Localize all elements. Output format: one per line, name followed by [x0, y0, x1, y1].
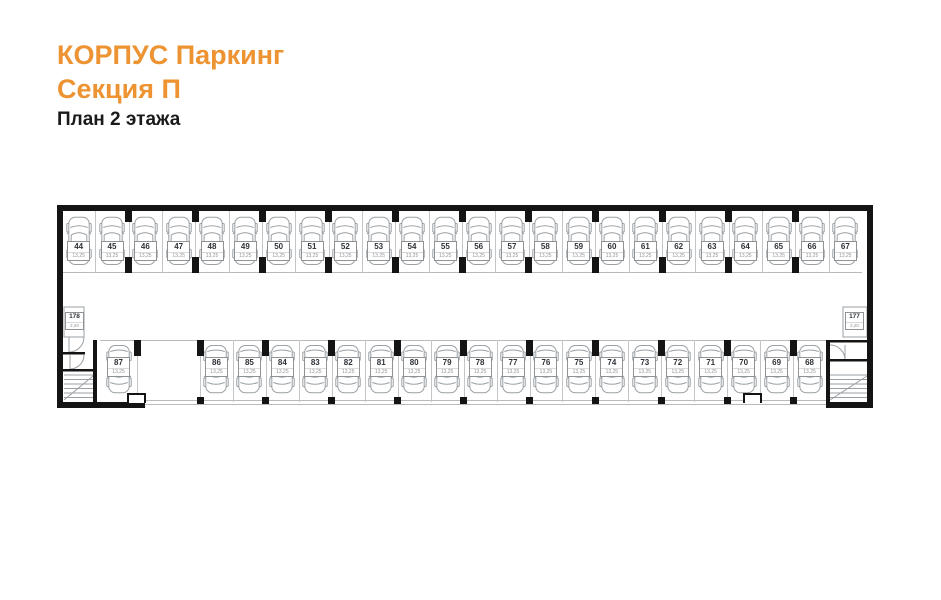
- bay-divider: [365, 340, 366, 402]
- space-label: [734, 241, 757, 261]
- pillar: [724, 340, 731, 356]
- space-number: 70: [739, 358, 749, 367]
- bay-divider: [95, 211, 96, 273]
- space-area: 13,25: [135, 252, 156, 260]
- space-label: [567, 241, 590, 261]
- space-number: 62: [674, 242, 684, 251]
- space-label: [167, 241, 190, 261]
- title-block: [57, 38, 284, 132]
- space-number: 44: [74, 242, 84, 251]
- space-number: 73: [640, 358, 650, 367]
- floor-plan: [57, 205, 873, 408]
- space-label: [401, 241, 424, 261]
- space-area: 13,25: [635, 252, 656, 260]
- space-label: [434, 241, 457, 261]
- facade-pillar: [394, 397, 401, 404]
- space-number: 61: [640, 242, 650, 251]
- space-area: 13,25: [601, 368, 622, 376]
- space-area: 13,25: [202, 252, 223, 260]
- bay-divider: [299, 340, 300, 402]
- pillar: [125, 257, 132, 273]
- space-area: 13,25: [799, 368, 820, 376]
- pillar: [392, 211, 399, 222]
- space-number: 46: [140, 242, 150, 251]
- pillar: [325, 257, 332, 273]
- space-area: 13,25: [470, 368, 491, 376]
- pillar: [459, 257, 466, 273]
- space-number: 48: [207, 242, 217, 251]
- space-area: 13,25: [535, 252, 556, 260]
- space-area: 13,25: [766, 368, 787, 376]
- pillar: [460, 340, 467, 356]
- pillar: [659, 211, 666, 222]
- storage-unit-label: [845, 312, 864, 330]
- space-number: 53: [374, 242, 384, 251]
- pillar: [592, 211, 599, 222]
- space-area: 13,25: [302, 252, 323, 260]
- space-number: 86: [212, 358, 221, 367]
- space-number: 76: [541, 358, 551, 367]
- pillar: [792, 211, 799, 222]
- floor-title: План 2 этажа: [57, 109, 181, 130]
- space-label: [403, 357, 426, 377]
- pillar: [525, 211, 532, 222]
- space-number: 71: [706, 358, 716, 367]
- bay-divider: [495, 211, 496, 273]
- space-label: [334, 241, 357, 261]
- space-label: [301, 241, 324, 261]
- space-label: [834, 241, 857, 261]
- space-label: [501, 241, 524, 261]
- space-area: 13,25: [535, 368, 556, 376]
- section-title: Секция П: [57, 74, 181, 104]
- pillar: [725, 257, 732, 273]
- facade-door-notch: [127, 393, 146, 403]
- space-label: [367, 241, 390, 261]
- space-label: [699, 357, 722, 377]
- space-area: 13,25: [404, 368, 425, 376]
- space-label: [701, 241, 724, 261]
- space-label: [469, 357, 492, 377]
- pillar: [328, 340, 335, 356]
- bay-divider: [362, 211, 363, 273]
- space-number: 50: [274, 242, 284, 251]
- space-label: [502, 357, 525, 377]
- space-number: 82: [343, 358, 353, 367]
- space-area: 13,25: [435, 252, 456, 260]
- space-number: 55: [440, 242, 450, 251]
- space-area: 13,25: [68, 252, 89, 260]
- pillar: [192, 257, 199, 273]
- space-label: [634, 241, 657, 261]
- building-title: КОРПУС Паркинг: [57, 40, 285, 70]
- pillar: [134, 340, 141, 356]
- space-number: 45: [107, 242, 117, 251]
- space-area: 13,25: [235, 252, 256, 260]
- space-number: 66: [807, 242, 817, 251]
- pillar: [659, 257, 666, 273]
- space-label: [436, 357, 459, 377]
- pillar: [592, 340, 599, 356]
- space-label: [304, 357, 327, 377]
- space-area: 13,25: [502, 252, 523, 260]
- space-number: 51: [307, 242, 317, 251]
- pillar: [658, 340, 665, 356]
- space-label: [600, 357, 623, 377]
- bay-divider: [629, 211, 630, 273]
- space-label: [370, 357, 393, 377]
- pillar: [125, 211, 132, 222]
- space-label: [666, 357, 689, 377]
- wall-right: [867, 205, 873, 408]
- pillar: [592, 257, 599, 273]
- pillar: [790, 340, 797, 356]
- pillar: [394, 340, 401, 356]
- space-number: 78: [475, 358, 485, 367]
- space-label: [234, 241, 257, 261]
- space-area: 13,25: [335, 252, 356, 260]
- bay-divider: [694, 340, 695, 402]
- space-label: [337, 357, 360, 377]
- space-area: 13,25: [239, 368, 260, 376]
- facade-pillar: [328, 397, 335, 404]
- space-number: 56: [474, 242, 484, 251]
- space-number: 63: [707, 242, 717, 251]
- facade-pillar: [460, 397, 467, 404]
- bay-divider: [229, 211, 230, 273]
- pillar: [459, 211, 466, 222]
- pillar: [525, 257, 532, 273]
- space-area: 13,25: [568, 252, 589, 260]
- space-label: [732, 357, 755, 377]
- space-area: 13,25: [835, 252, 856, 260]
- space-label: [767, 241, 790, 261]
- space-number: 85: [244, 358, 254, 367]
- space-area: 13,25: [272, 368, 293, 376]
- space-area: 13,25: [602, 252, 623, 260]
- pillar: [526, 340, 533, 356]
- space-area: 13,25: [503, 368, 524, 376]
- space-number: 64: [740, 242, 750, 251]
- space-label: [205, 357, 228, 377]
- space-number: 47: [174, 242, 184, 251]
- space-number: 49: [240, 242, 250, 251]
- space-number: 80: [409, 358, 419, 367]
- space-label: [101, 241, 124, 261]
- space-label: [267, 241, 290, 261]
- space-number: 77: [508, 358, 518, 367]
- space-label: [271, 357, 294, 377]
- space-area: 13,25: [702, 252, 723, 260]
- space-area: 13,25: [437, 368, 458, 376]
- space-label: [238, 357, 261, 377]
- bay-divider: [562, 340, 563, 402]
- pillar: [259, 211, 266, 222]
- wall-bottom-right: [826, 402, 873, 408]
- facade-pillar: [197, 397, 204, 404]
- space-number: 75: [574, 358, 584, 367]
- space-number: 59: [574, 242, 584, 251]
- space-area: 13,25: [468, 252, 489, 260]
- space-area: 13,25: [634, 368, 655, 376]
- space-label: [667, 241, 690, 261]
- space-label: [67, 241, 90, 261]
- space-area: 13,25: [667, 368, 688, 376]
- space-number: 84: [277, 358, 287, 367]
- space-number: 60: [607, 242, 617, 251]
- space-label: [801, 241, 824, 261]
- bay-divider: [295, 211, 296, 273]
- storage-area: 2,20: [66, 322, 83, 330]
- space-label: [601, 241, 624, 261]
- space-area: 13,25: [268, 252, 289, 260]
- space-area: 13,25: [735, 252, 756, 260]
- space-area: 13,25: [768, 252, 789, 260]
- space-label: [798, 357, 821, 377]
- storage-unit-label: [65, 312, 84, 330]
- bay-divider: [695, 211, 696, 273]
- space-area: 13,25: [371, 368, 392, 376]
- space-number: 54: [407, 242, 417, 251]
- pillar: [197, 340, 204, 356]
- facade-pillar: [262, 397, 269, 404]
- space-area: 13,25: [102, 252, 123, 260]
- bay-divider: [162, 211, 163, 273]
- space-number: 83: [310, 358, 320, 367]
- facade-line: [145, 404, 826, 405]
- space-label: [107, 357, 130, 377]
- storage-number: 177: [849, 313, 860, 320]
- pillar: [725, 211, 732, 222]
- space-number: 81: [376, 358, 386, 367]
- space-number: 79: [442, 358, 452, 367]
- bay-divider: [829, 211, 830, 273]
- facade-pillar: [658, 397, 665, 404]
- bay-divider: [497, 340, 498, 402]
- bay-divider: [431, 340, 432, 402]
- space-area: 13,25: [568, 368, 589, 376]
- bay-divider: [762, 211, 763, 273]
- space-area: 13,25: [402, 252, 423, 260]
- bay-divider: [562, 211, 563, 273]
- space-number: 68: [805, 358, 814, 367]
- bay-divider: [429, 211, 430, 273]
- space-area: 13,25: [668, 252, 689, 260]
- space-label: [633, 357, 656, 377]
- space-number: 74: [607, 358, 617, 367]
- pillar: [325, 211, 332, 222]
- space-area: 13,25: [368, 252, 389, 260]
- pillar: [192, 211, 199, 222]
- space-label: [534, 241, 557, 261]
- storage-area: 2,20: [846, 322, 863, 330]
- space-number: 52: [340, 242, 350, 251]
- space-area: 13,25: [305, 368, 326, 376]
- facade-pillar: [526, 397, 533, 404]
- space-number: 57: [507, 242, 517, 251]
- space-number: 69: [772, 358, 782, 367]
- space-label: [467, 241, 490, 261]
- space-number: 87: [114, 358, 123, 367]
- facade-pillar: [790, 397, 797, 404]
- space-label: [134, 241, 157, 261]
- facade-door-notch: [743, 393, 762, 403]
- space-label: [567, 357, 590, 377]
- space-number: 67: [840, 242, 850, 251]
- space-number: 72: [673, 358, 683, 367]
- facade-pillar: [592, 397, 599, 404]
- space-area: 13,25: [700, 368, 721, 376]
- space-label: [534, 357, 557, 377]
- space-label: [765, 357, 788, 377]
- wall-top: [57, 205, 873, 211]
- space-area: 13,25: [168, 252, 189, 260]
- space-area: 13,25: [206, 368, 227, 376]
- space-label: [201, 241, 224, 261]
- pillar: [792, 257, 799, 273]
- space-number: 58: [540, 242, 550, 251]
- bay-divider: [233, 340, 234, 402]
- facade-pillar: [724, 397, 731, 404]
- space-number: 65: [774, 242, 784, 251]
- pillar: [262, 340, 269, 356]
- space-area: 13,25: [338, 368, 359, 376]
- space-area: 13,25: [802, 252, 823, 260]
- storage-number: 178: [69, 313, 80, 320]
- bay-divider: [628, 340, 629, 402]
- wall-left: [57, 205, 63, 408]
- space-area: 13,25: [108, 368, 129, 376]
- pillar: [392, 257, 399, 273]
- space-area: 13,25: [733, 368, 754, 376]
- pillar: [259, 257, 266, 273]
